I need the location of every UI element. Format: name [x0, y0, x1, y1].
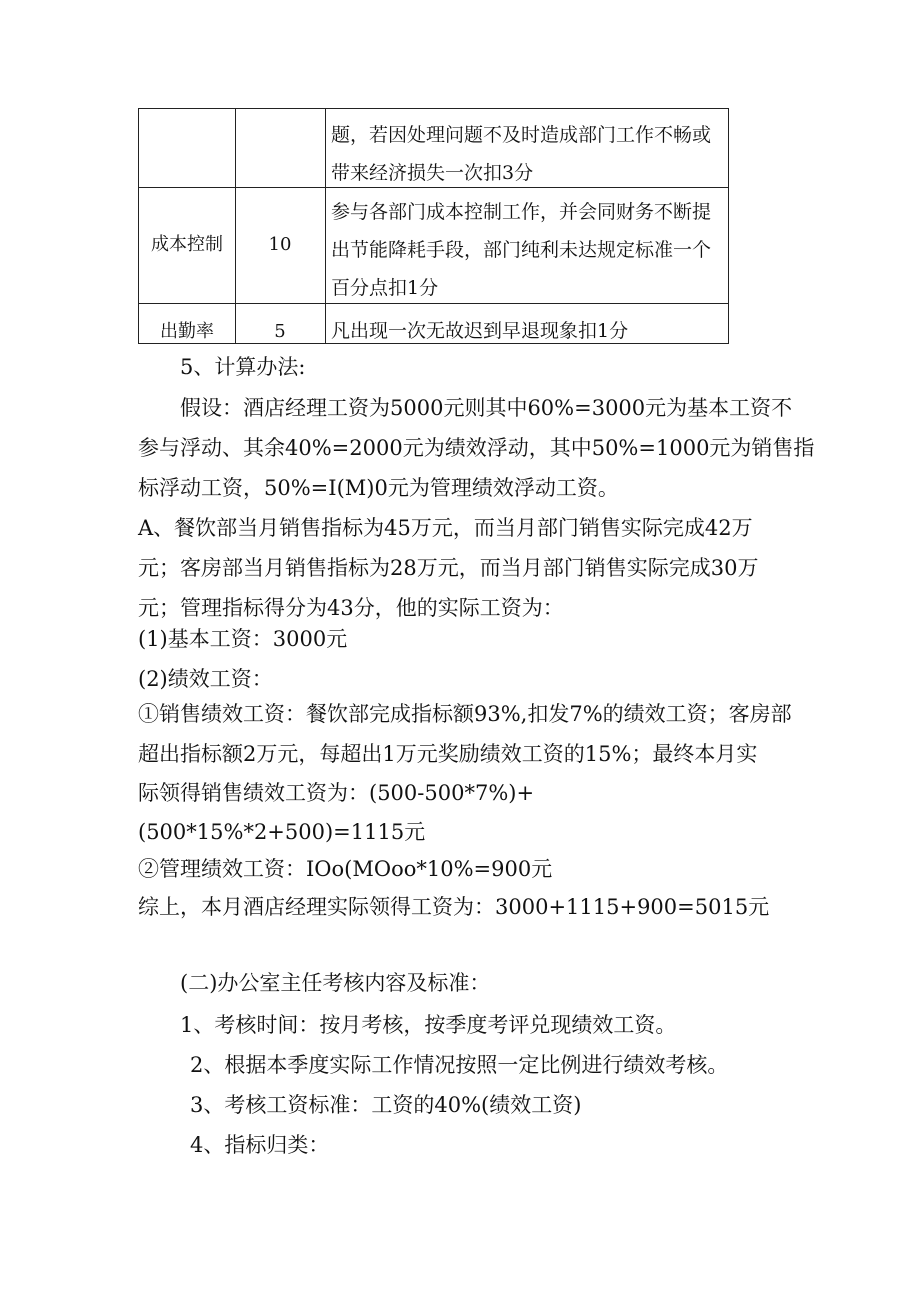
assumption-line-3: 标浮动工资，50%=I(M)0元为管理绩效浮动工资。 [138, 476, 619, 500]
section-2-item-1: 1、考核时间：按月考核，按季度考评兑现绩效工资。 [180, 1013, 677, 1037]
sales-performance-line-1: ①销售绩效工资：餐饮部完成指标额93%,扣发7%的绩效工资；客房部 [138, 702, 792, 726]
table-row-2-category: 成本控制 [151, 234, 223, 255]
basic-wage-line: (1)基本工资：3000元 [138, 627, 348, 651]
table-row-2-description: 参与各部门成本控制工作，并会同财务不断提出节能降耗手段，部门纯利未达规定标准一个百分点扣1分 [331, 201, 712, 299]
table-row-2-score: 10 [268, 234, 292, 255]
section-2-item-2: 2、根据本季度实际工作情况按照一定比例进行绩效考核。 [190, 1053, 729, 1077]
sales-performance-line-3: 际领得销售绩效工资为：(500-500*7%)+ [138, 781, 535, 805]
section-heading-calculation: 5、计算办法: [180, 355, 306, 379]
summary-line: 综上，本月酒店经理实际领得工资为：3000+1115+900=5015元 [138, 895, 770, 919]
section-2-item-3: 3、考核工资标准：工资的40%(绩效工资) [190, 1093, 582, 1117]
assessment-table [138, 108, 729, 344]
sales-performance-line-4: (500*15%*2+500)=1115元 [138, 820, 426, 844]
table-column-divider [325, 109, 326, 343]
table-row-3-description: 凡出现一次无故迟到早退现象扣1分 [331, 320, 629, 342]
section-2-title: (二)办公室主任考核内容及标准： [180, 971, 491, 995]
table-row-1-description: 题，若因处理问题不及时造成部门工作不畅或带来经济损失一次扣3分 [331, 124, 712, 184]
table-row-3-category: 出勤率 [160, 321, 214, 342]
section-2-item-4: 4、指标归类： [190, 1133, 330, 1157]
assumption-line-2: 参与浮动、其余40%=2000元为绩效浮动，其中50%=1000元为销售指 [138, 436, 815, 460]
case-a-line-2: 元；客房部当月销售指标为28万元，而当月部门销售实际完成30万 [138, 556, 759, 580]
case-a-line-1: A、餐饮部当月销售指标为45万元，而当月部门销售实际完成42万 [138, 516, 753, 540]
assumption-line-1: 假设：酒店经理工资为5000元则其中60%=3000元为基本工资不 [180, 396, 793, 420]
management-performance-line: ②管理绩效工资：IOo(MOoo*10%=900元 [138, 857, 553, 881]
case-a-line-3: 元；管理指标得分为43分，他的实际工资为： [138, 596, 564, 620]
table-row-3-score: 5 [274, 321, 286, 342]
performance-wage-line: (2)绩效工资： [138, 667, 273, 691]
sales-performance-line-2: 超出指标额2万元，每超出1万元奖励绩效工资的15%；最终本月实 [138, 742, 758, 766]
